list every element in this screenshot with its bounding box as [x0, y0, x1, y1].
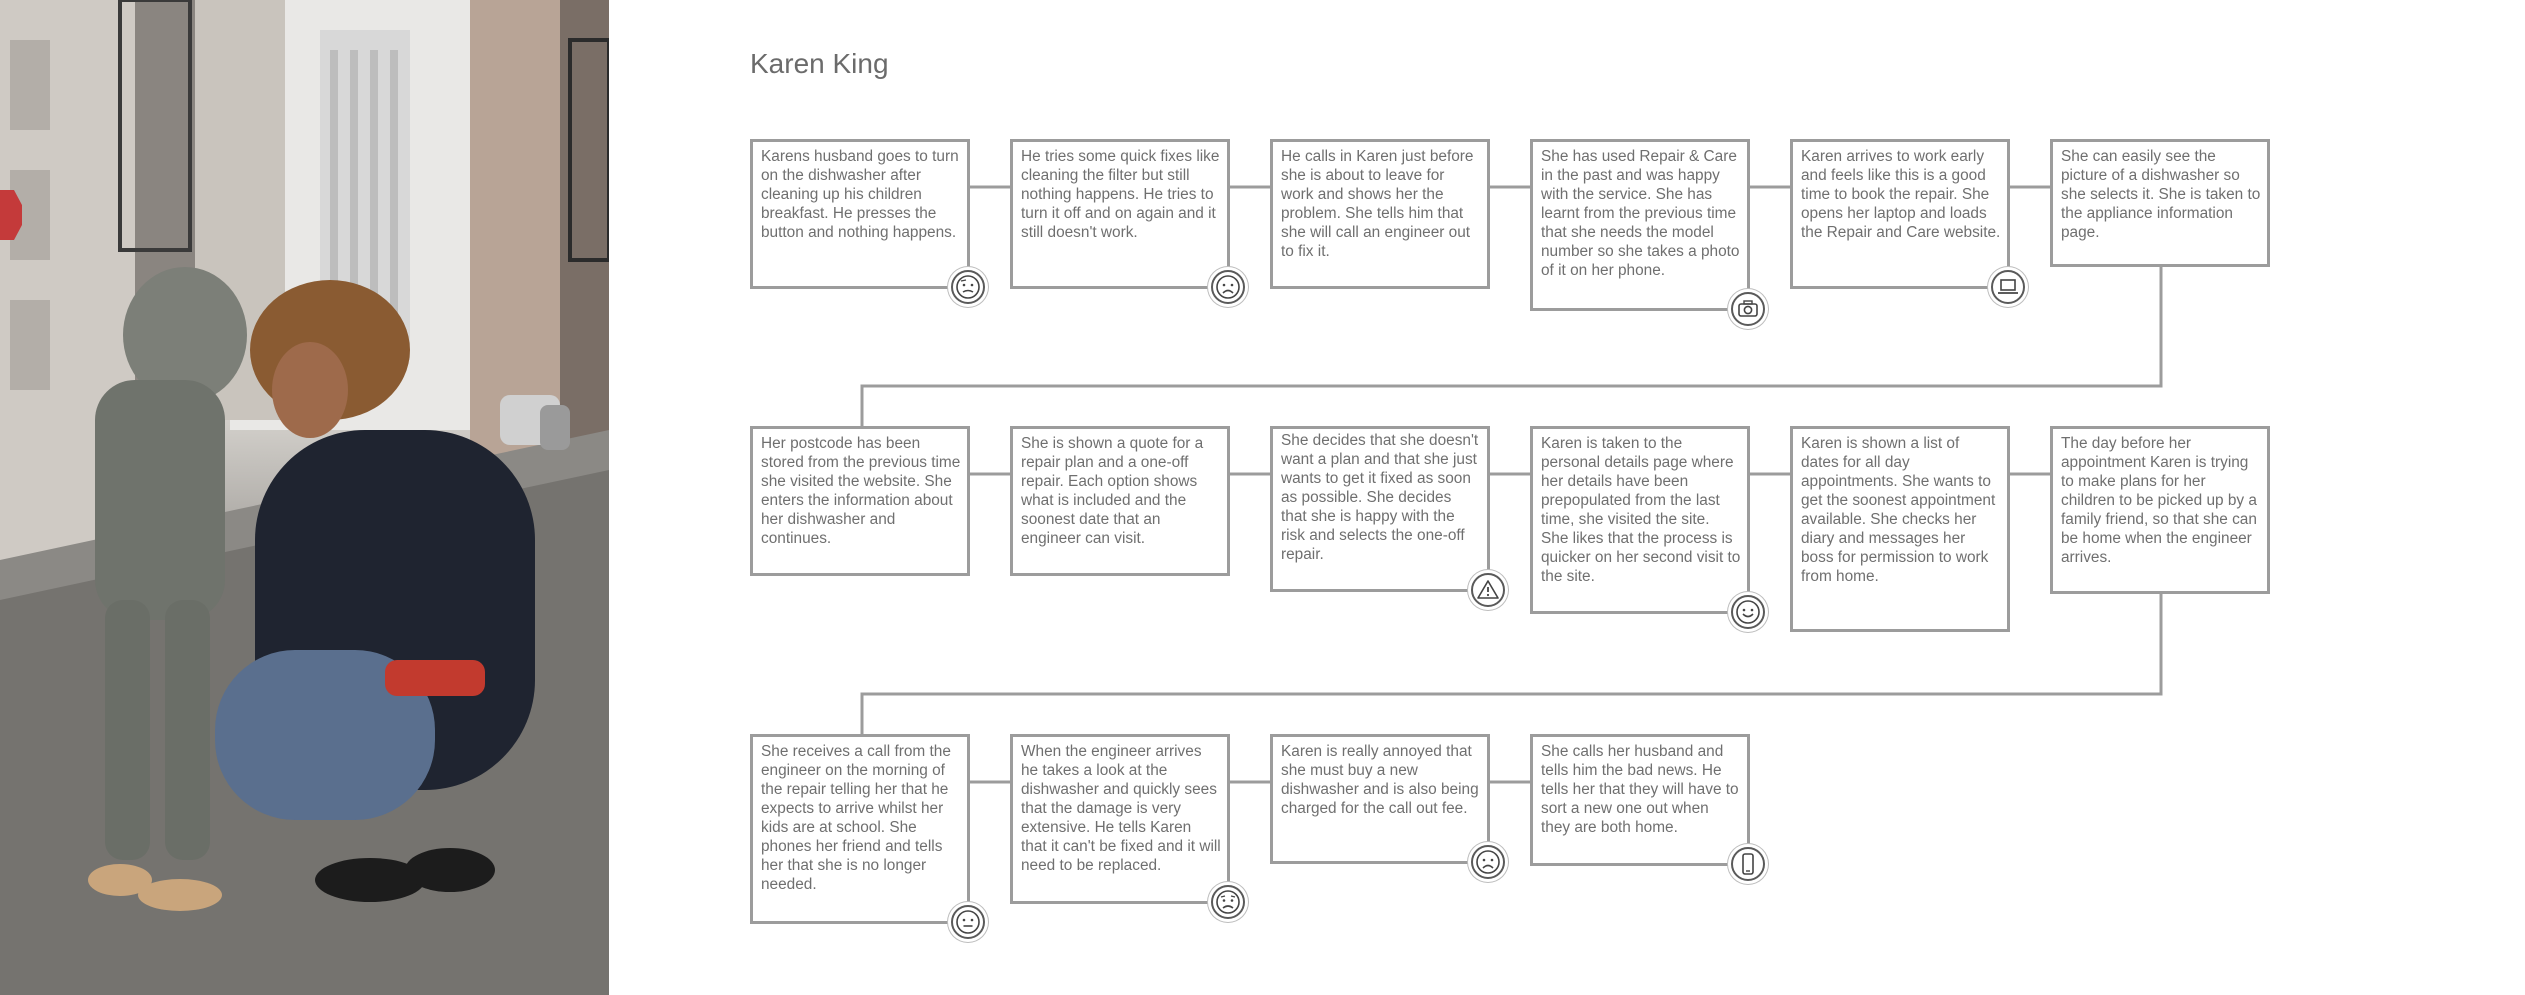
journey-step-6 — [2050, 139, 2270, 267]
worried-face-icon — [1211, 885, 1245, 919]
happy-face-icon — [1731, 595, 1765, 629]
journey-step-text: The day before her appointment Karen is trying to make plans for her children to be picked up by a family friend, so that she can be home when the engineer arrives. — [2061, 435, 2257, 566]
confused-face-icon — [951, 270, 985, 304]
journey-step-2 — [1010, 139, 1230, 289]
journey-step-5 — [1790, 139, 2010, 289]
journey-step-13 — [750, 734, 970, 924]
persona-name: Karen King — [750, 48, 889, 79]
journey-step-text: She receives a call from the engineer on the morning of the repair telling her that he expects to arrive whilst her kids are at school. She phones her friend and tells her that she is no longer needed. — [761, 743, 951, 893]
journey-step-text: Her postcode has been stored from the previous time she visited the website. She enters the information about her dishwasher and continues. — [761, 435, 961, 547]
journey-step-text: Karen is really annoyed that she must buy a new dishwasher and is also being charged for the call out fee. — [1281, 743, 1479, 817]
journey-step-7 — [750, 426, 970, 576]
journey-step-1 — [750, 139, 970, 289]
phone-icon — [1731, 847, 1765, 881]
journey-step-9 — [1270, 426, 1490, 592]
journey-step-text: She is shown a quote for a repair plan and a one-off repair. Each option shows what is included and the soonest date that an engineer can visit. — [1021, 435, 1204, 547]
journey-step-text: Karen is taken to the personal details page where her details have been prepopulated from the last time, she visited the site. She likes that the process is quicker on her second visit to the site. — [1541, 435, 1741, 585]
neutral-face-icon — [951, 905, 985, 939]
journey-step-text: She decides that she doesn't want a plan and that she just wants to get it fixed as soon as possible. She decides that she is happy with the risk and selects the one-off repair. — [1281, 432, 1479, 563]
journey-step-text: Karen is shown a list of dates for all day appointments. She wants to get the soonest appointment available. She checks her diary and messages her boss for permission to work from home. — [1801, 435, 1996, 585]
sad-face-icon — [1211, 270, 1245, 304]
persona-photo — [0, 0, 609, 995]
journey-step-14 — [1010, 734, 1230, 904]
laptop-icon — [1991, 270, 2025, 304]
sad-face-icon — [1471, 845, 1505, 879]
journey-step-text: He tries some quick fixes like cleaning the filter but still nothing happens. He tries to turn it off and on again and it still doesn't work. — [1021, 148, 1220, 241]
journey-step-15 — [1270, 734, 1490, 864]
journey-step-text: He calls in Karen just before she is about to leave for work and shows her the problem. She tells him that she will call an engineer out to fix it. — [1281, 148, 1474, 260]
journey-step-text: When the engineer arrives he takes a look at the dishwasher and quickly sees that the damage is very extensive. He tells Karen that it can't be fixed and it will need to be replaced. — [1021, 743, 1221, 874]
warning-icon — [1471, 573, 1505, 607]
journey-step-10 — [1530, 426, 1750, 614]
journey-step-8 — [1010, 426, 1230, 576]
journey-step-text: Karen arrives to work early and feels like this is a good time to book the repair. She opens her laptop and loads the Repair and Care website. — [1801, 148, 2001, 241]
camera-icon — [1731, 292, 1765, 326]
journey-step-text: Karens husband goes to turn on the dishwasher after cleaning up his children breakfast. He presses the button and nothing happens. — [761, 148, 959, 241]
journey-step-4 — [1530, 139, 1750, 311]
journey-step-16 — [1530, 734, 1750, 866]
journey-step-3 — [1270, 139, 1490, 289]
journey-step-text: She calls her husband and tells him the bad news. He tells her that they will have to sort a new one out when they are both home. — [1541, 743, 1739, 836]
journey-step-text: She has used Repair & Care in the past and was happy with the service. She has learnt from the previous time that she needs the model number so she takes a photo of it on her phone. — [1541, 148, 1740, 279]
journey-step-11 — [1790, 426, 2010, 632]
journey-step-12 — [2050, 426, 2270, 594]
journey-step-text: She can easily see the picture of a dishwasher so she selects it. She is taken to the appliance information page. — [2061, 148, 2261, 241]
